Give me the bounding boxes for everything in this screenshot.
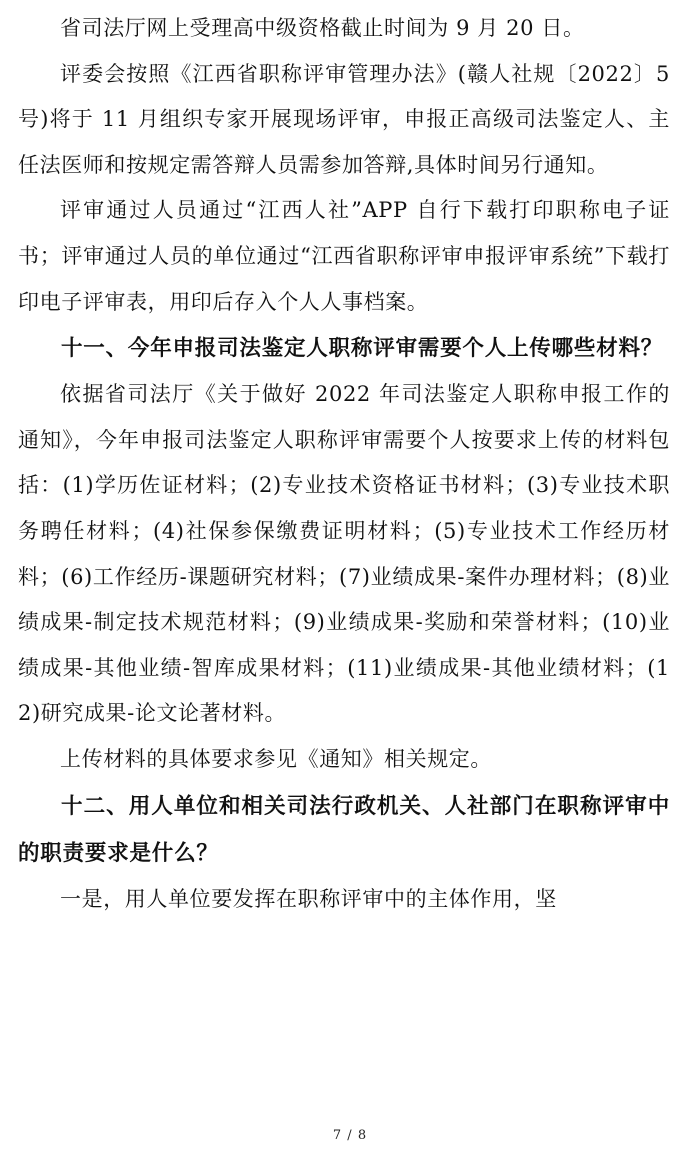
paragraph-certificate-download: 评审通过人员通过“江西人社”APP 自行下载打印职称电子证书；评审通过人员的单位通过“江西省职称评审申报评审系统”下载打印电子评审表，用印后存入个人人事档案。: [18, 198, 670, 314]
section-heading-twelve: 十二、用人单位和相关司法行政机关、人社部门在职称评审中的职责要求是什么？: [18, 793, 670, 866]
section-heading-eleven: 十一、今年申报司法鉴定人职称评审需要个人上传哪些材料？: [61, 336, 664, 362]
document-body: [18, 6, 670, 922]
paragraph-deadline: 省司法厅网上受理高中级资格截止时间为 9 月 20 日。: [60, 16, 585, 40]
paragraph-upload-materials: 依据省司法厅《关于做好 2022 年司法鉴定人职称申报工作的通知》，今年申报司法鉴定人职称评审需要个人按要求上传的材料包括：(1)学历佐证材料；(2)专业技术资格证书材料；(3)专业技术职务聘任材料；(4)社保参保缴费证明材料；(5)专业技术工作经历材料；(6)工作经历-课题研究材料；(7)业绩成果-案件办理材料；(8)业绩成果-制定技术规范材料；(9)业绩成果-奖励和荣誉材料；(10)业绩成果-其他业绩-智库成果材料；(11)业绩成果-其他业绩材料；(12)研究成果-论文论著材料。: [18, 382, 670, 726]
page-number: 7 / 8: [332, 1128, 368, 1143]
paragraph-upload-requirements: 上传材料的具体要求参见《通知》相关规定。: [60, 746, 492, 771]
paragraph-review-arrangement: 评委会按照《江西省职称评审管理办法》(赣人社规〔2022〕5 号)将于 11 月组织专家开展现场评审，申报正高级司法鉴定人、主任法医师和按规定需答辩人员需参加答辩,具体时间另行通知。: [18, 61, 670, 177]
paragraph-employer-role: 一是，用人单位要发挥在职称评审中的主体作用，坚: [60, 886, 557, 911]
